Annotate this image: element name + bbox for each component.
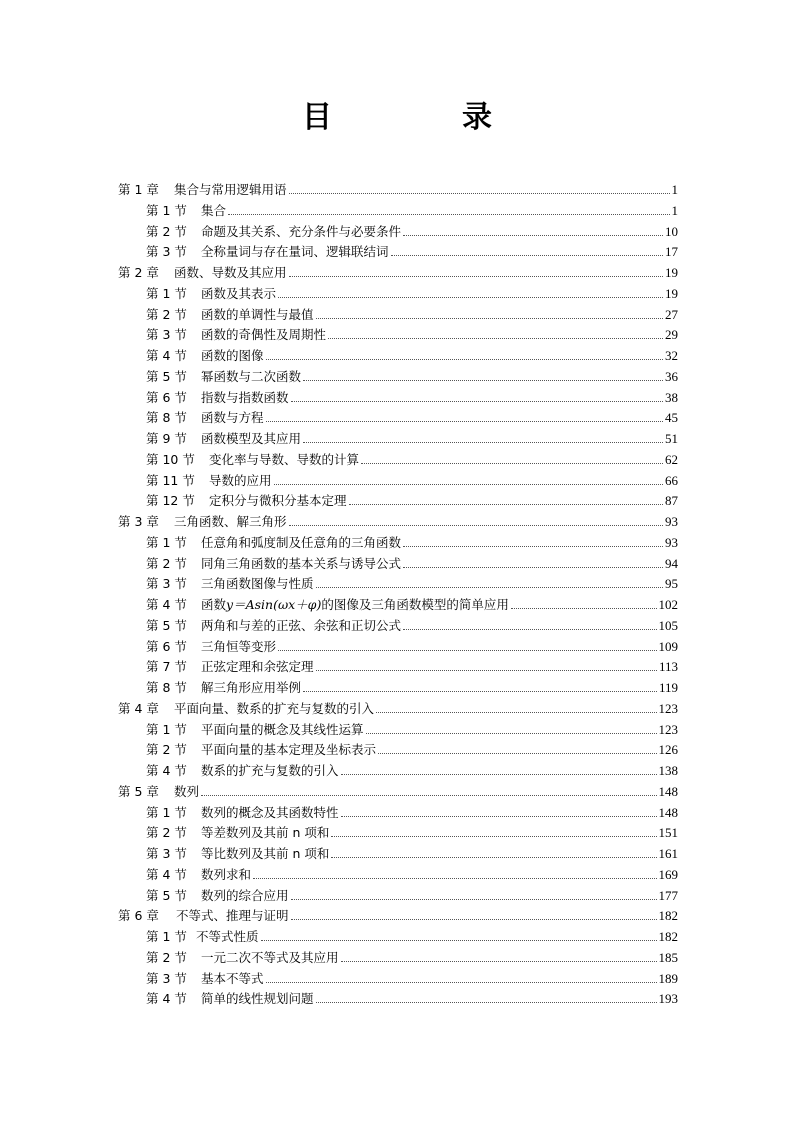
- section-number: 第 6 节: [146, 389, 187, 405]
- page-number: 151: [658, 825, 678, 841]
- toc-section[interactable]: [118, 720, 678, 741]
- page-number: 19: [665, 265, 678, 280]
- section-number: 第 5 节: [146, 887, 187, 903]
- section-number: 第 1 节: [146, 285, 187, 301]
- toc-section[interactable]: [118, 803, 678, 824]
- page-number: 17: [665, 244, 678, 260]
- dot-leader: [303, 442, 663, 443]
- section-number: 第 2 节: [146, 825, 187, 841]
- dot-leader: [228, 214, 669, 215]
- toc-section[interactable]: [118, 761, 678, 782]
- dot-leader: [403, 235, 663, 236]
- section-title: 函数模型及其应用: [201, 431, 302, 446]
- section-title: 等差数列及其前 n 项和: [201, 825, 330, 841]
- dot-leader: [316, 1002, 657, 1003]
- page-number: 109: [658, 638, 678, 654]
- section-title: 变化率与导数、导数的计算: [209, 451, 360, 467]
- section-number: 第 5 节: [146, 368, 187, 384]
- toc-section[interactable]: [118, 388, 678, 409]
- page-number: 169: [658, 866, 678, 882]
- section-number: 第 1 节: [146, 721, 187, 737]
- chapter-number: 第 5 章: [118, 783, 159, 799]
- section-title: 不等式性质: [196, 929, 259, 944]
- dot-leader: [278, 297, 663, 298]
- page-number: 51: [665, 431, 678, 446]
- section-number: 第 1 节: [146, 534, 187, 550]
- toc-section[interactable]: [118, 657, 678, 678]
- table-of-contents: [118, 180, 678, 1010]
- dot-leader: [366, 733, 657, 734]
- section-number: 第 2 节: [146, 742, 187, 758]
- section-number: 第 4 节: [146, 866, 187, 882]
- chapter-title: 不等式、推理与证明: [176, 908, 289, 924]
- section-number: 第 8 节: [146, 410, 187, 426]
- section-number: 第 3 节: [146, 327, 187, 343]
- page-number: 148: [658, 804, 678, 820]
- dot-leader: [316, 587, 663, 588]
- page-number: 126: [658, 742, 678, 758]
- toc-section[interactable]: [118, 989, 678, 1010]
- dot-leader: [266, 421, 663, 422]
- dot-leader: [361, 463, 663, 464]
- toc-chapter-1[interactable]: [118, 180, 678, 201]
- section-title: 简单的线性规划问题: [201, 991, 314, 1007]
- toc-section[interactable]: [118, 450, 678, 471]
- section-number: 第 1 节: [146, 202, 187, 218]
- section-title: 定积分与微积分基本定理: [209, 493, 347, 509]
- dot-leader: [253, 878, 656, 879]
- section-title: 解三角形应用举例: [201, 680, 302, 695]
- page-number: 38: [665, 389, 678, 405]
- toc-section[interactable]: [118, 325, 678, 346]
- page-number: 66: [665, 472, 678, 488]
- section-title: 指数与指数函数: [201, 389, 289, 405]
- page-number: 123: [658, 721, 678, 737]
- section-number: 第 4 节: [146, 597, 187, 612]
- chapter-number: 第 1 章: [118, 182, 159, 197]
- dot-leader: [316, 318, 663, 319]
- page-number: 105: [658, 617, 678, 633]
- section-number: 第 2 节: [146, 306, 187, 322]
- dot-leader: [266, 982, 657, 983]
- dot-leader: [341, 774, 657, 775]
- toc-section[interactable]: [118, 346, 678, 367]
- dot-leader: [201, 795, 656, 796]
- section-number: 第 1 节: [146, 804, 187, 820]
- dot-leader: [278, 650, 656, 651]
- section-title: 幂函数与二次函数: [201, 368, 302, 384]
- dot-leader: [291, 919, 657, 920]
- chapter-number: 第 6 章: [118, 908, 159, 924]
- page-number: 119: [658, 680, 678, 695]
- page-number: 27: [665, 306, 678, 322]
- page-number: 10: [665, 223, 678, 239]
- section-title: 平面向量的基本定理及坐标表示: [201, 742, 377, 758]
- section-title: 函数与方程: [201, 410, 264, 426]
- toc-section[interactable]: [118, 927, 678, 948]
- dot-leader: [378, 753, 656, 754]
- dot-leader: [289, 525, 663, 526]
- toc-chapter-2[interactable]: [118, 263, 678, 284]
- toc-section[interactable]: [118, 678, 678, 699]
- page-title: 目 录: [302, 100, 542, 135]
- section-title: 全称量词与存在量词、逻辑联结词: [201, 244, 389, 260]
- section-number: 第 8 节: [146, 680, 187, 695]
- toc-section[interactable]: [118, 408, 678, 429]
- dot-leader: [303, 380, 663, 381]
- section-title: 三角恒等变形: [201, 638, 277, 654]
- dot-leader: [303, 691, 657, 692]
- section-title: 任意角和弧度制及任意角的三角函数: [201, 534, 402, 550]
- dot-leader: [403, 546, 663, 547]
- section-title: 两角和与差的正弦、余弦和正切公式: [201, 617, 402, 633]
- section-number: 第 6 节: [146, 638, 187, 654]
- section-title: 函数的单调性与最值: [201, 306, 314, 322]
- dot-leader: [328, 338, 663, 339]
- dot-leader: [316, 670, 657, 671]
- section-title: 同角三角函数的基本关系与诱导公式: [201, 555, 402, 571]
- toc-section[interactable]: [118, 222, 678, 243]
- dot-leader: [261, 940, 657, 941]
- title-prefix: 函数: [201, 597, 227, 612]
- dot-leader: [403, 567, 663, 568]
- chapter-number: 第 3 章: [118, 514, 159, 529]
- toc-section[interactable]: [118, 886, 678, 907]
- page-number: 93: [665, 514, 678, 529]
- section-number: 第 3 节: [146, 970, 187, 986]
- dot-leader: [289, 193, 670, 194]
- chapter-title: 平面向量、数系的扩充与复数的引入: [174, 700, 375, 716]
- section-number: 第 4 节: [146, 763, 187, 778]
- page-number: 177: [658, 887, 678, 903]
- chapter-title: 集合与常用逻辑用语: [174, 182, 287, 197]
- dot-leader: [331, 857, 656, 858]
- chapter-title: 函数、导数及其应用: [174, 265, 287, 280]
- toc-section[interactable]: [118, 865, 678, 886]
- toc-chapter-6[interactable]: [118, 906, 678, 927]
- dot-leader: [391, 255, 663, 256]
- page-number: 182: [658, 908, 678, 924]
- dot-leader: [349, 504, 663, 505]
- toc-section[interactable]: [118, 740, 678, 761]
- toc-section[interactable]: [118, 948, 678, 969]
- dot-leader: [341, 816, 657, 817]
- page-number: 29: [665, 327, 678, 343]
- section-number: 第 7 节: [146, 659, 187, 675]
- title-suffix: 的图像及三角函数模型的简单应用: [321, 597, 509, 612]
- section-number: 第 3 节: [146, 244, 187, 260]
- page-number: 45: [665, 410, 678, 426]
- toc-section[interactable]: [118, 471, 678, 492]
- toc-section[interactable]: [118, 616, 678, 637]
- chapter-title: 三角函数、解三角形: [174, 514, 287, 529]
- page-number: 189: [658, 970, 678, 986]
- section-number: 第 3 节: [146, 576, 187, 592]
- section-title: 命题及其关系、充分条件与必要条件: [201, 223, 402, 239]
- page-number: 87: [665, 493, 678, 509]
- dot-leader: [341, 961, 657, 962]
- toc-section[interactable]: [118, 201, 678, 222]
- section-title: 正弦定理和余弦定理: [201, 659, 314, 675]
- page-number: 94: [665, 555, 678, 571]
- page-number: 95: [665, 576, 678, 592]
- page-number: 123: [658, 700, 678, 716]
- page-number: 36: [665, 368, 678, 384]
- dot-leader: [511, 608, 657, 609]
- dot-leader: [291, 401, 663, 402]
- section-title: 三角函数图像与性质: [201, 576, 314, 592]
- dot-leader: [403, 629, 656, 630]
- toc-section[interactable]: [118, 533, 678, 554]
- section-title: 一元二次不等式及其应用: [201, 949, 339, 965]
- toc-section[interactable]: [118, 367, 678, 388]
- section-number: 第 2 节: [146, 555, 187, 571]
- section-title: 数列的概念及其函数特性: [201, 804, 339, 820]
- section-number: 第 11 节: [146, 472, 195, 488]
- section-title: 数列的综合应用: [201, 887, 289, 903]
- section-number: 第 2 节: [146, 223, 187, 239]
- toc-section[interactable]: [118, 554, 678, 575]
- page-number: 1: [671, 202, 678, 218]
- dot-leader: [274, 484, 663, 485]
- section-title: 数列求和: [201, 866, 252, 882]
- section-title: 平面向量的概念及其线性运算: [201, 721, 364, 737]
- page-number: 182: [658, 929, 678, 944]
- section-number: 第 1 节: [146, 929, 187, 944]
- page-number: 32: [665, 348, 678, 363]
- section-title: 基本不等式: [201, 970, 264, 986]
- chapter-number: 第 2 章: [118, 265, 159, 280]
- section-title: 函数的图像: [201, 348, 264, 363]
- dot-leader: [291, 899, 657, 900]
- section-number: 第 3 节: [146, 846, 187, 861]
- page-number: 138: [658, 763, 678, 778]
- dot-leader: [331, 836, 656, 837]
- toc-section[interactable]: [118, 969, 678, 990]
- toc-section[interactable]: [118, 595, 678, 616]
- toc-chapter-5[interactable]: [118, 782, 678, 803]
- toc-chapter-3[interactable]: [118, 512, 678, 533]
- page-number: 185: [658, 949, 678, 965]
- toc-section[interactable]: [118, 429, 678, 450]
- page-number: 93: [665, 534, 678, 550]
- toc-section[interactable]: [118, 242, 678, 263]
- toc-section[interactable]: [118, 823, 678, 844]
- section-number: 第 2 节: [146, 949, 187, 965]
- dot-leader: [376, 712, 656, 713]
- toc-section[interactable]: [118, 574, 678, 595]
- section-number: 第 9 节: [146, 431, 187, 446]
- toc-chapter-4[interactable]: [118, 699, 678, 720]
- section-number: 第 5 节: [146, 617, 187, 633]
- page-number: 1: [671, 182, 678, 197]
- toc-section[interactable]: [118, 844, 678, 865]
- section-title: 数系的扩充与复数的引入: [201, 763, 339, 778]
- toc-section[interactable]: [118, 637, 678, 658]
- page-number: 113: [658, 659, 678, 675]
- toc-section[interactable]: [118, 284, 678, 305]
- chapter-number: 第 4 章: [118, 700, 159, 716]
- page-number: 161: [658, 846, 678, 861]
- page-number: 19: [665, 285, 678, 301]
- page-number: 193: [658, 991, 678, 1007]
- section-title: 函数的奇偶性及周期性: [201, 327, 327, 343]
- page-number: 102: [658, 597, 678, 612]
- dot-leader: [289, 276, 663, 277]
- toc-section[interactable]: [118, 305, 678, 326]
- section-number: 第 4 节: [146, 348, 187, 363]
- toc-section[interactable]: [118, 491, 678, 512]
- section-title: 等比数列及其前 n 项和: [201, 846, 330, 861]
- section-title: 导数的应用: [209, 472, 272, 488]
- dot-leader: [266, 359, 663, 360]
- section-title: [201, 595, 509, 613]
- section-title: 集合: [201, 202, 227, 218]
- formula: y＝Asin(ωx＋φ): [226, 597, 322, 612]
- section-number: 第 4 节: [146, 991, 187, 1007]
- section-number: 第 12 节: [146, 493, 195, 509]
- section-number: 第 10 节: [146, 451, 195, 467]
- section-title: 函数及其表示: [201, 285, 277, 301]
- page-number: 148: [658, 783, 678, 799]
- page-number: 62: [665, 451, 678, 467]
- chapter-title: 数列: [174, 783, 200, 799]
